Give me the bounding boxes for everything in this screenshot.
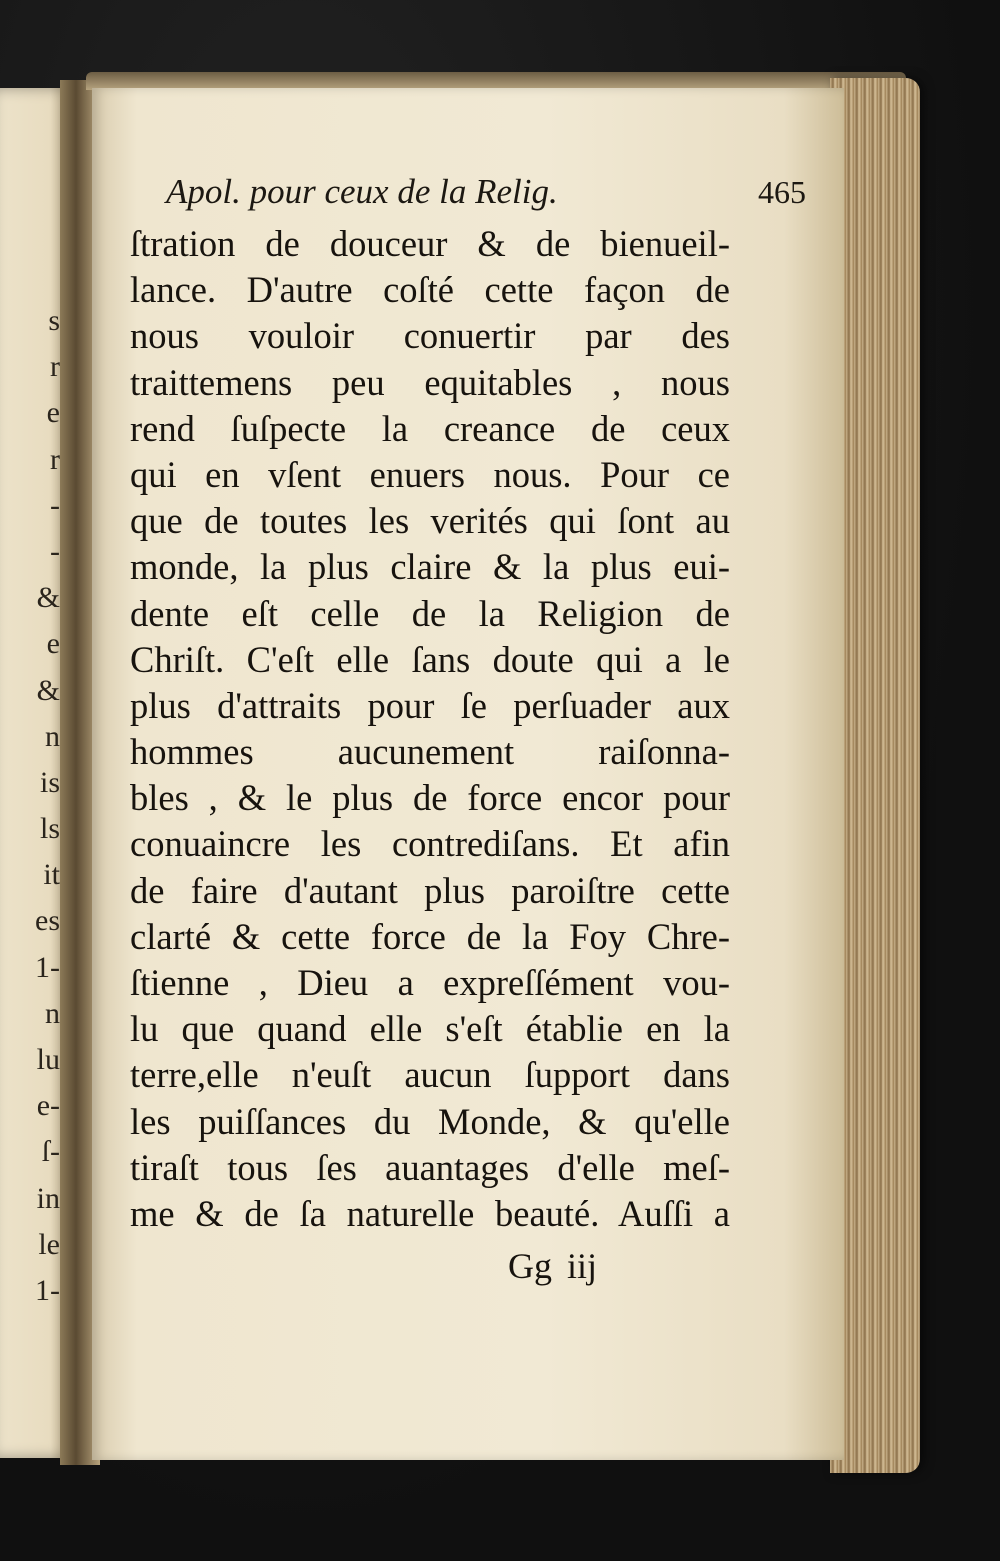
left-fragment: - xyxy=(50,534,60,568)
text-line: de faire d'autant plus paroiſtre cette xyxy=(130,869,730,911)
left-fragment: e- xyxy=(36,1089,60,1123)
left-fragment: le xyxy=(38,1227,60,1261)
text-line: monde, la plus claire & la plus eui- xyxy=(130,546,730,588)
text-line: plus d'attraits pour ſe perſuader aux xyxy=(130,684,730,726)
left-fragment: s xyxy=(48,304,60,337)
text-line: nous vouloir conuertir par des xyxy=(130,315,730,357)
text-line: lu que quand elle s'eſt établie en la xyxy=(130,1008,730,1050)
text-line: les puiſſances du Monde, & qu'elle xyxy=(130,1100,730,1142)
text-line: conuaincre les contrediſans. Et afin xyxy=(130,823,730,865)
signature-mark: Gg iij xyxy=(508,1246,598,1286)
text-line: Chriſt. C'eſt elle ſans doute qui a le xyxy=(130,638,730,680)
body-text xyxy=(130,221,730,1237)
text-line: ſtration de douceur & de bienueil- xyxy=(130,223,730,264)
left-fragment: r xyxy=(50,442,60,476)
text-line: qui en vſent enuers nous. Pour ce xyxy=(130,453,730,495)
left-fragment: n xyxy=(45,996,60,1030)
right-page xyxy=(92,88,844,1460)
left-fragment: & xyxy=(36,673,60,707)
left-page-text-fragments xyxy=(0,298,60,1314)
left-fragment: ſ- xyxy=(41,1135,60,1169)
left-fragment: it xyxy=(43,858,60,892)
text-line: rend ſuſpecte la creance de ceux xyxy=(130,407,730,449)
left-fragment: e xyxy=(46,396,60,430)
text-line: bles , & le plus de force encor pour xyxy=(130,777,730,819)
running-title: Apol. pour ceux de la Relig. xyxy=(166,172,558,211)
left-fragment: - xyxy=(50,488,60,522)
left-fragment: in xyxy=(36,1181,60,1215)
text-line: terre,elle n'euſt aucun ſupport dans xyxy=(130,1054,730,1096)
left-fragment: r xyxy=(50,350,60,384)
running-head xyxy=(166,172,806,222)
text-line: hommes aucunement raiſonna- xyxy=(130,731,730,773)
left-fragment: n xyxy=(45,719,60,753)
text-line: ſtienne , Dieu a expreſſément vou- xyxy=(130,962,730,1003)
text-line: lance. D'autre coſté cette façon de xyxy=(130,269,730,311)
left-fragment: 1- xyxy=(35,950,60,984)
left-fragment: ls xyxy=(39,812,60,846)
left-fragment: is xyxy=(39,765,60,799)
text-line: que de toutes les verités qui ſont au xyxy=(130,500,730,542)
text-line: dente eſt celle de la Religion de xyxy=(130,592,730,634)
left-fragment: es xyxy=(35,904,60,938)
left-fragment: lu xyxy=(36,1043,60,1076)
text-line: tiraſt tous ſes auantages d'elle meſ- xyxy=(130,1146,730,1188)
text-line: clarté & cette force de la Foy Chre- xyxy=(130,915,730,957)
left-fragment: & xyxy=(36,581,60,615)
left-fragment: 1- xyxy=(35,1273,60,1307)
left-fragment: e xyxy=(46,627,60,661)
text-line: me & de ſa naturelle beauté. Auſſi a xyxy=(130,1192,730,1234)
page-number: 465 xyxy=(758,174,806,210)
text-line: traittemens peu equitables , nous xyxy=(130,361,730,403)
